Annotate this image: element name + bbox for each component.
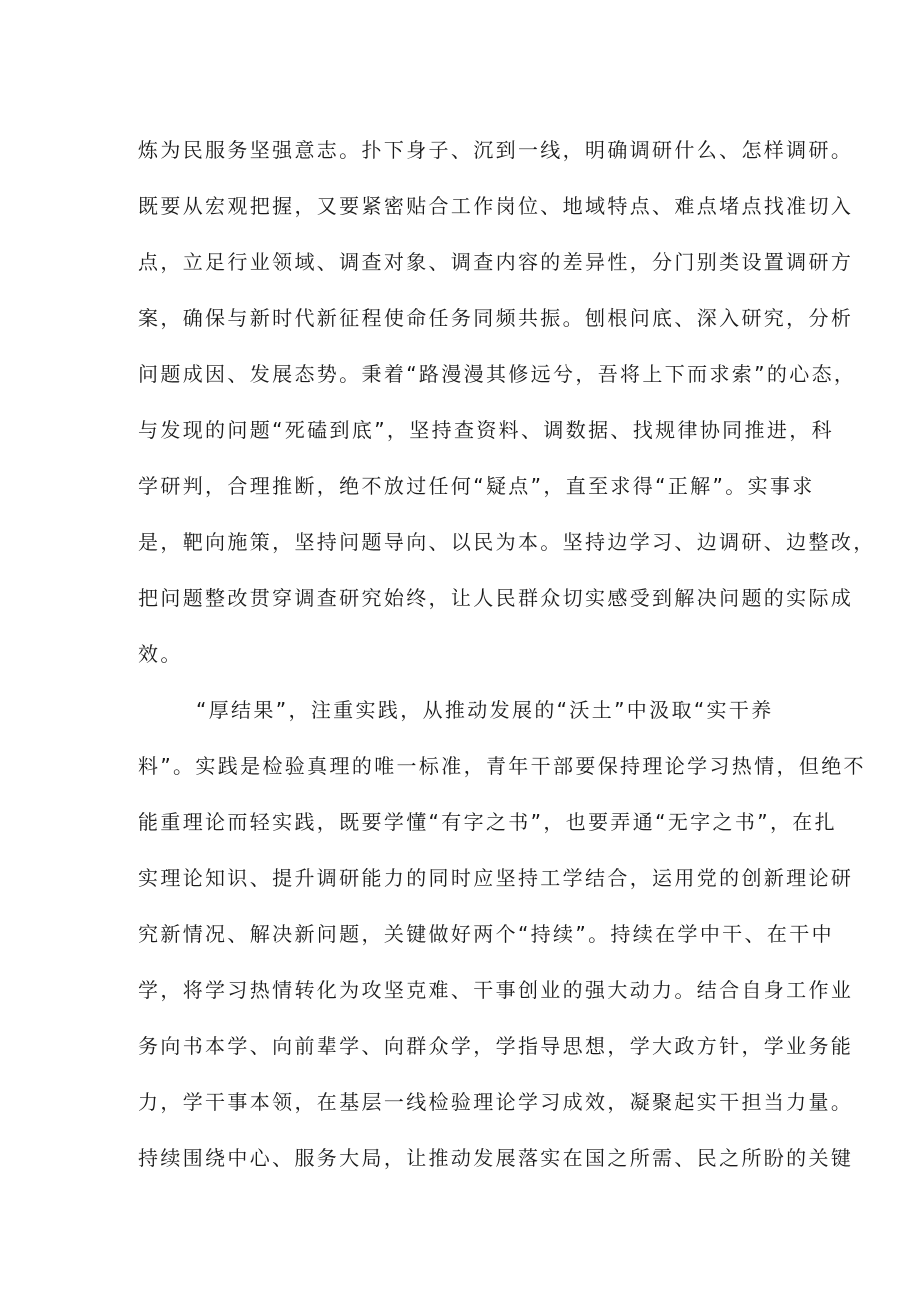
text-line: 炼为民服务坚强意志。扑下身子、沉到一线，明确调研什么、怎样调研。 (138, 138, 854, 162)
text-line: 力，学干事本领，在基层一线检验理论学习成效，凝聚起实干担当力量。 (138, 1090, 854, 1114)
text-line: 效。 (138, 642, 183, 666)
paragraph-first-line: “厚结果”，注重实践，从推动发展的“沃土”中汲取“实干养 (196, 698, 774, 722)
text-line: 务向书本学、向前辈学、向群众学，学指导思想，学大政方针，学业务能 (138, 1034, 854, 1058)
text-line: 既要从宏观把握，又要紧密贴合工作岗位、地域特点、难点堵点找准切入 (138, 194, 854, 218)
text-line: 料”。实践是检验真理的唯一标准，青年干部要保持理论学习热情，但绝不 (138, 754, 866, 778)
text-line: 能重理论而轻实践，既要学懂“有字之书”，也要弄通“无字之书”，在扎 (138, 810, 837, 834)
text-line: 把问题整改贯穿调查研究始终，让人民群众切实感受到解决问题的实际成 (138, 586, 854, 610)
text-line: 案，确保与新时代新征程使命任务同频共振。刨根问底、深入研究，分析 (138, 306, 854, 330)
text-line: 是，靶向施策，坚持问题导向、以民为本。坚持边学习、边调研、边整改， (138, 530, 876, 554)
text-line: 点，立足行业领域、调查对象、调查内容的差异性，分门别类设置调研方 (138, 250, 854, 274)
text-line: 实理论知识、提升调研能力的同时应坚持工学结合，运用党的创新理论研 (138, 866, 854, 890)
text-line: 持续围绕中心、服务大局，让推动发展落实在国之所需、民之所盼的关键 (138, 1146, 854, 1170)
text-line: 与发现的问题“死磕到底”，坚持查资料、调数据、找规律协同推进，科 (138, 418, 834, 442)
text-line: 学研判，合理推断，绝不放过任何“疑点”，直至求得“正解”。实事求 (138, 474, 815, 498)
text-line: 究新情况、解决新问题，关键做好两个“持续”。持续在学中干、在干中 (138, 922, 834, 946)
text-line: 学，将学习热情转化为攻坚克难、干事创业的强大动力。结合自身工作业 (138, 978, 854, 1002)
text-line: 问题成因、发展态势。秉着“路漫漫其修远兮，吾将上下而求索”的心态， (138, 362, 857, 386)
